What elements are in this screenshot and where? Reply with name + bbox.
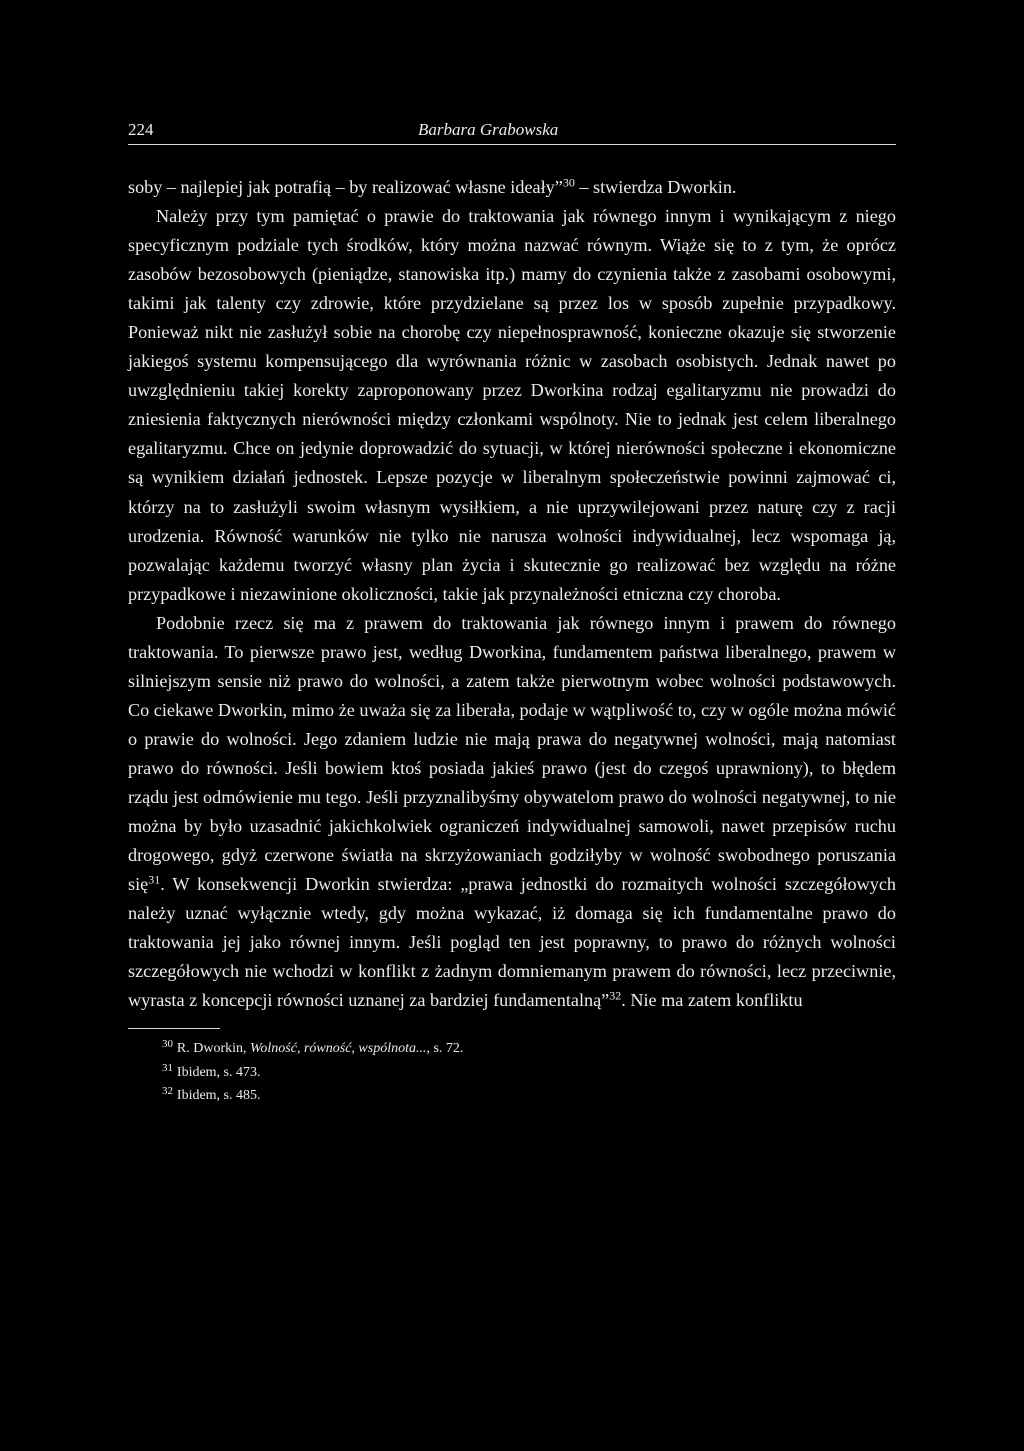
- paragraph-text: . Nie ma zatem konfliktu: [621, 990, 803, 1011]
- footnote-number: 30: [162, 1038, 173, 1051]
- footnote-divider: [128, 1028, 220, 1029]
- paragraph-3: [128, 609, 896, 1016]
- paragraph-text: Należy przy tym pamiętać o prawie do traktowania jak równego innym i wynikającym z niego specyficznym podziale tych środków, który można nazwać równym. Wiąże się to z tym, że oprócz zasobów bezosobowych (pieniądze, stanowiska itp.) mamy do czynienia także z zasobami osobowymi, takimi jak talenty czy zdrowie, które przydzielane są przez los w sposób zupełnie przypadkowy. Ponieważ nikt nie zasłużył sobie na chorobę czy niepełnosprawność, konieczne okazuje się stworzenie jakiegoś systemu kompensującego dla wyrównania różnic w zasobach osobistych. Jednak nawet po uwzględnieniu takiej korekty zaproponowany przez Dworkina rodzaj egalitaryzmu nie prowadzi do zniesienia faktycznych nierówności między członkami wspólnoty. Nie to jednak jest celem liberalnego egalitaryzmu. Chce on jedynie doprowadzić do sytuacji, w której nierówności społeczne i ekonomiczne są wynikiem działań jednostek. Lepsze pozycje w liberalnym społeczeństwie powinni zajmować ci, którzy na to zasłużyli swoim własnym wysiłkiem, a nie uprzywilejowani przez naturę czy z racji urodzenia. Równość warunków nie tylko nie narusza wolności indywidualnej, lecz wspomaga ją, pozwalając każdemu tworzyć własny plan życia i skutecznie go realizować bez względu na różne przypadkowe i niezawinione okoliczności, takie jak przynależności etniczna czy choroba.: [128, 206, 896, 604]
- paragraph-2: [128, 202, 896, 609]
- footnote-30: [162, 1035, 896, 1059]
- footnote-31: [162, 1059, 896, 1083]
- main-text: [128, 173, 896, 1015]
- paragraph-1: [128, 173, 896, 202]
- footnotes: [128, 1035, 896, 1106]
- footnote-number: 31: [162, 1061, 173, 1074]
- running-header: [128, 118, 896, 145]
- running-author: Barbara Grabowska: [418, 120, 559, 139]
- page-number: 224: [128, 120, 154, 139]
- footnote-ref-30: 30: [562, 175, 575, 190]
- paragraph-text: Podobnie rzecz się ma z prawem do traktowania jak równego innym i prawem do równego traktowania. To pierwsze prawo jest, według Dworkina, fundamentem państwa liberalnego, prawem w silniejszym sensie niż prawo do wolności, a zatem także pierwotnym wobec wolności podstawowych. Co ciekawe Dworkin, mimo że uważa się za liberała, podaje w wątpliwość to, czy w ogóle można mówić o prawie do wolności. Jego zdaniem ludzie nie mają prawa do negatywnej wolności, mają natomiast prawo do równości. Jeśli bowiem ktoś posiada jakieś prawo (jest do czegoś uprawniony), to błędem rządu jest odmówienie mu tego. Jeśli przyznalibyśmy obywatelom prawo do wolności negatywnej, to nie można by było uzasadnić jakichkolwiek ograniczeń indywidualnej samowoli, nawet przepisów ruchu drogowego, gdyż czerwone światła na skrzyżowaniach godziłyby w wolność swobodnego poruszania się: [128, 612, 896, 895]
- book-page: [128, 118, 896, 1348]
- footnote-number: 32: [162, 1085, 173, 1098]
- footnote-32: [162, 1082, 896, 1106]
- paragraph-text: soby – najlepiej jak potrafią – by realizować własne ideały”: [128, 177, 563, 197]
- footnote-text: Ibidem, s. 485.: [176, 1088, 261, 1104]
- footnote-text: , s. 72.: [426, 1041, 464, 1057]
- footnote-book-title: Wolność, równość, wspólnota...: [250, 1041, 427, 1057]
- footnote-text: Ibidem, s. 473.: [176, 1064, 261, 1080]
- footnote-ref-31: 31: [148, 872, 161, 887]
- footnote-text: R. Dworkin,: [176, 1041, 251, 1057]
- paragraph-text: . W konsekwencji Dworkin stwierdza: „prawa jednostki do rozmaitych wolności szczegółowych należy uznać wyłącznie wtedy, gdy można wykazać, iż domaga się ich fundamentalne prawo do traktowania jej jako równej innym. Jeśli pogląd ten jest poprawny, to prawo do różnych wolności szczegółowych nie wchodzi w konflikt z żadnym domniemanym prawem do równości, lecz przeciwnie, wyrasta z koncepcji równości uznanej za bardziej fundamentalną”: [128, 874, 896, 1011]
- paragraph-text: – stwierdza Dworkin.: [574, 177, 737, 197]
- footnote-ref-32: 32: [609, 988, 622, 1003]
